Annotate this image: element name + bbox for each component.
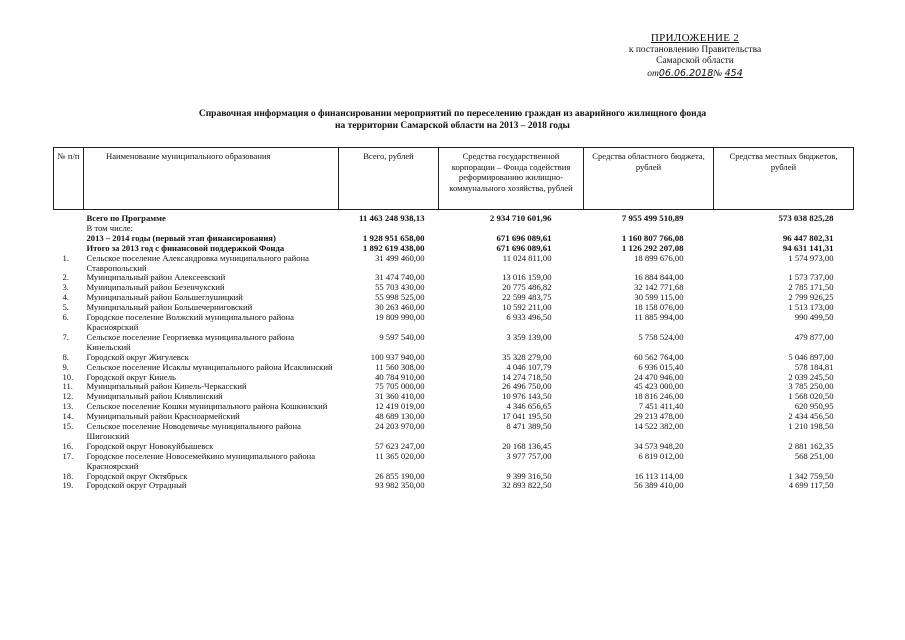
row-number: 12. bbox=[62, 391, 74, 402]
row-oblast: 14 522 382,00 bbox=[634, 421, 684, 432]
row-number: 16. bbox=[62, 440, 74, 451]
row-total: 1 928 951 658,00 bbox=[362, 232, 425, 243]
row-name: Муниципальный район Большечерниговский bbox=[86, 302, 253, 313]
row-number bbox=[54, 224, 84, 234]
row-number: 17. bbox=[62, 450, 74, 461]
row-total: 11 560 308,00 bbox=[375, 361, 425, 372]
row-number: 1. bbox=[62, 252, 69, 263]
row-number: 8. bbox=[62, 351, 69, 362]
row-total: 1 892 619 438,00 bbox=[362, 242, 425, 253]
row-number: 18. bbox=[62, 470, 74, 481]
row-name: Муниципальный район Большеглушицкий bbox=[86, 292, 243, 303]
row-number: 4. bbox=[62, 292, 69, 303]
row-local: 990 499,50 bbox=[794, 312, 834, 323]
row-fund: 10 592 211,00 bbox=[502, 302, 552, 313]
row-total: 9 597 540,00 bbox=[379, 331, 425, 342]
table-row bbox=[54, 452, 854, 472]
row-number: 3. bbox=[62, 282, 69, 293]
row-name: Муниципальный район Алексеевский bbox=[86, 272, 226, 283]
row-name: Городское поселение Новосемейкино муниципального района Красноярский bbox=[86, 450, 316, 471]
row-local: 2 785 171,50 bbox=[788, 282, 834, 293]
row-local: 620 950,95 bbox=[794, 401, 834, 412]
row-total: 31 499 460,00 bbox=[375, 252, 425, 263]
row-number: 13. bbox=[62, 401, 74, 412]
row-oblast: 11 885 994,00 bbox=[634, 312, 684, 323]
header-name: Наименование муниципального образования bbox=[84, 148, 339, 210]
table-row bbox=[54, 422, 854, 442]
row-name: Сельское поселение Кошки муниципального района Кошкинский bbox=[86, 401, 328, 412]
summary-row bbox=[54, 210, 854, 224]
row-name: 2013 – 2014 годы (первый этап финансирования) bbox=[86, 232, 276, 243]
row-fund: 20 775 486,82 bbox=[502, 282, 552, 293]
row-total: 12 419 019,00 bbox=[375, 401, 425, 412]
row-total: 48 689 130,00 bbox=[375, 411, 425, 422]
row-oblast: 18 816 246,00 bbox=[634, 391, 684, 402]
row-local: 2 039 245,50 bbox=[788, 371, 834, 382]
row-number: 15. bbox=[62, 421, 74, 432]
row-local: 2 799 926,25 bbox=[788, 292, 834, 303]
appendix-date: 06.06.2018 bbox=[658, 67, 714, 79]
row-fund: 9 399 316,50 bbox=[506, 470, 552, 481]
row-oblast: 30 599 115,00 bbox=[634, 292, 684, 303]
row-oblast: 6 819 012,00 bbox=[638, 450, 684, 461]
row-total: 31 360 410,00 bbox=[375, 391, 425, 402]
row-name: Городской округ Кинель bbox=[86, 371, 176, 382]
row-name: Муниципальный район Клявлинский bbox=[86, 391, 223, 402]
row-local: 479 877,00 bbox=[794, 331, 834, 342]
appendix-number: 454 bbox=[724, 67, 743, 79]
row-fund: 20 168 136,45 bbox=[502, 440, 552, 451]
row-oblast: 56 389 410,00 bbox=[634, 480, 684, 491]
row-fund: 11 024 811,00 bbox=[502, 252, 552, 263]
row-local: 96 447 802,31 bbox=[782, 232, 834, 243]
row-number: 19. bbox=[62, 480, 74, 491]
row-oblast: 6 936 015,40 bbox=[638, 361, 684, 372]
row-number: 11. bbox=[62, 381, 73, 392]
row-local: 1 210 198,50 bbox=[788, 421, 834, 432]
row-fund: 671 696 089,61 bbox=[496, 242, 552, 253]
row-local: 2 881 162,35 bbox=[788, 440, 834, 451]
row-name: Городской округ Отрадный bbox=[86, 480, 187, 491]
table-body bbox=[54, 210, 854, 492]
row-name: Городское поселение Волжский муниципального района Красноярский bbox=[86, 312, 294, 332]
row-fund: 671 696 089,61 bbox=[496, 232, 552, 243]
row-fund: 4 046 107,79 bbox=[506, 361, 552, 372]
row-total: 24 203 970,00 bbox=[375, 421, 425, 432]
row-local: 568 251,00 bbox=[794, 450, 834, 461]
row-name: Сельское поселение Александровка муниципального района Ставропольский bbox=[86, 252, 309, 273]
appendix-ref: к постановлению Правительства bbox=[628, 44, 762, 55]
row-oblast: 1 126 292 207,08 bbox=[621, 242, 684, 253]
document-title bbox=[0, 108, 905, 132]
row-local: 4 699 117,50 bbox=[788, 480, 834, 491]
row-fund: 6 933 496,50 bbox=[506, 312, 552, 323]
row-number bbox=[54, 210, 84, 224]
row-total: 75 705 000,00 bbox=[375, 381, 425, 392]
row-local: 1 574 973,00 bbox=[788, 252, 834, 263]
header-num: № п/п bbox=[54, 148, 84, 210]
row-name: Муниципальный район Кинель-Черкасский bbox=[86, 381, 247, 392]
table-row bbox=[54, 313, 854, 333]
row-fund: 10 976 143,50 bbox=[502, 391, 552, 402]
row-oblast: 16 113 114,00 bbox=[634, 470, 684, 481]
appendix-date-prefix: от bbox=[647, 68, 659, 79]
row-total: 40 784 910,00 bbox=[375, 371, 425, 382]
title-line-2: на территории Самарской области на 2013 – 2018 годы bbox=[335, 121, 570, 131]
row-fund: 35 328 279,00 bbox=[502, 351, 552, 362]
row-oblast: 16 884 844,00 bbox=[634, 272, 684, 283]
row-total: 55 998 525,00 bbox=[375, 292, 425, 303]
row-local: 3 785 250,00 bbox=[788, 381, 834, 392]
row-local: 94 631 141,31 bbox=[782, 242, 834, 253]
row-number bbox=[54, 234, 84, 244]
header-local: Средства местных бюджетов, рублей bbox=[714, 148, 854, 210]
row-total: 31 474 740,00 bbox=[375, 272, 425, 283]
row-local: 5 046 897,00 bbox=[788, 351, 834, 362]
row-fund: 22 599 483,75 bbox=[502, 292, 552, 303]
appendix-block bbox=[595, 33, 795, 80]
row-local: 578 184,81 bbox=[794, 361, 834, 372]
header-total: Всего, рублей bbox=[339, 148, 439, 210]
row-local: 1 513 173,00 bbox=[788, 302, 834, 313]
row-local: 1 568 020,50 bbox=[788, 391, 834, 402]
row-fund: 4 346 656,65 bbox=[506, 401, 552, 412]
row-total: 19 809 990,00 bbox=[375, 312, 425, 323]
row-total: 11 463 248 938,13 bbox=[359, 213, 425, 223]
row-fund: 17 041 195,50 bbox=[502, 411, 552, 422]
row-oblast: 24 470 946,00 bbox=[634, 371, 684, 382]
row-fund: 2 934 710 601,96 bbox=[489, 213, 552, 223]
row-oblast: 18 899 676,00 bbox=[634, 252, 684, 263]
row-local: 2 434 456,50 bbox=[788, 411, 834, 422]
row-fund: 13 016 159,00 bbox=[502, 272, 552, 283]
row-oblast: 7 955 499 510,89 bbox=[621, 213, 684, 223]
row-fund: 26 496 750,00 bbox=[502, 381, 552, 392]
funding-table bbox=[53, 147, 854, 491]
row-oblast: 60 562 764,00 bbox=[634, 351, 684, 362]
row-oblast: 45 423 000,00 bbox=[634, 381, 684, 392]
row-oblast: 1 160 807 766,08 bbox=[621, 232, 684, 243]
row-name: Сельское поселение Георгиевка муниципального района Кинельский bbox=[86, 331, 295, 352]
row-local: 573 038 825,28 bbox=[778, 213, 834, 223]
row-number: 2. bbox=[62, 272, 69, 283]
row-total: 55 703 430,00 bbox=[375, 282, 425, 293]
row-local: 1 573 737,00 bbox=[788, 272, 834, 283]
row-total: 57 623 247,00 bbox=[375, 440, 425, 451]
row-number: 6. bbox=[62, 312, 69, 323]
row-fund: 32 893 822,50 bbox=[502, 480, 552, 491]
row-oblast: 29 213 478,00 bbox=[634, 411, 684, 422]
row-fund: 8 471 389,50 bbox=[506, 421, 552, 432]
row-number: 5. bbox=[62, 302, 69, 313]
row-number: 7. bbox=[62, 331, 69, 342]
appendix-title: ПРИЛОЖЕНИЕ 2 bbox=[650, 32, 740, 44]
row-name: Всего по Программе bbox=[86, 213, 166, 223]
appendix-number-sign: № bbox=[713, 68, 723, 79]
row-number: 14. bbox=[62, 411, 74, 422]
table-row bbox=[54, 481, 854, 491]
appendix-date-line bbox=[595, 68, 795, 81]
table-row bbox=[54, 333, 854, 353]
table-row bbox=[54, 363, 854, 373]
row-oblast: 34 573 948,20 bbox=[634, 440, 684, 451]
row-total: 30 263 460,00 bbox=[375, 302, 425, 313]
title-line-1: Справочная информация о финансировании мероприятий по переселению граждан из аварийного жилищного фонда bbox=[198, 109, 707, 119]
header-oblast: Средства областного бюджета, рублей bbox=[584, 148, 714, 210]
row-name: Муниципальный район Красноармейский bbox=[86, 411, 240, 422]
row-oblast: 32 142 771,68 bbox=[634, 282, 684, 293]
row-total: 100 937 940,00 bbox=[370, 351, 425, 362]
row-name: Городской округ Октябрьск bbox=[86, 470, 188, 481]
row-total: 93 982 350,00 bbox=[375, 480, 425, 491]
row-fund: 3 359 139,00 bbox=[506, 331, 552, 342]
row-name: Итого за 2013 год с финансовой поддержкой Фонда bbox=[86, 242, 285, 253]
row-oblast: 7 451 411,40 bbox=[638, 401, 684, 412]
row-name: Сельское поселение Новодевичье муниципального района Шигонский bbox=[86, 421, 301, 441]
header-fund: Средства государственной корпорации – Фонда содействия реформированию жилищно-коммунального хозяйства, рублей bbox=[439, 148, 584, 210]
row-oblast: 18 158 076,00 bbox=[634, 302, 684, 313]
row-name: Городской округ Жигулевск bbox=[86, 351, 189, 362]
table-row bbox=[54, 254, 854, 274]
row-name: Муниципальный район Безенчукский bbox=[86, 282, 225, 293]
row-number: 10. bbox=[62, 371, 74, 382]
row-total: 11 365 020,00 bbox=[375, 450, 425, 461]
appendix-region: Самарской области bbox=[656, 56, 734, 66]
row-number: 9. bbox=[62, 361, 69, 372]
row-fund: 3 977 757,00 bbox=[506, 450, 552, 461]
table-header bbox=[54, 148, 854, 210]
row-fund: 14 274 718,50 bbox=[502, 371, 552, 382]
row-oblast: 5 758 524,00 bbox=[638, 331, 684, 342]
row-name: Городской округ Новокуйбышевск bbox=[86, 440, 214, 451]
row-total: 26 855 190,00 bbox=[375, 470, 425, 481]
row-name: Сельское поселение Исаклы муниципального района Исаклинский bbox=[86, 361, 333, 372]
row-local: 1 342 759,50 bbox=[788, 470, 834, 481]
row-name: В том числе: bbox=[86, 222, 133, 233]
